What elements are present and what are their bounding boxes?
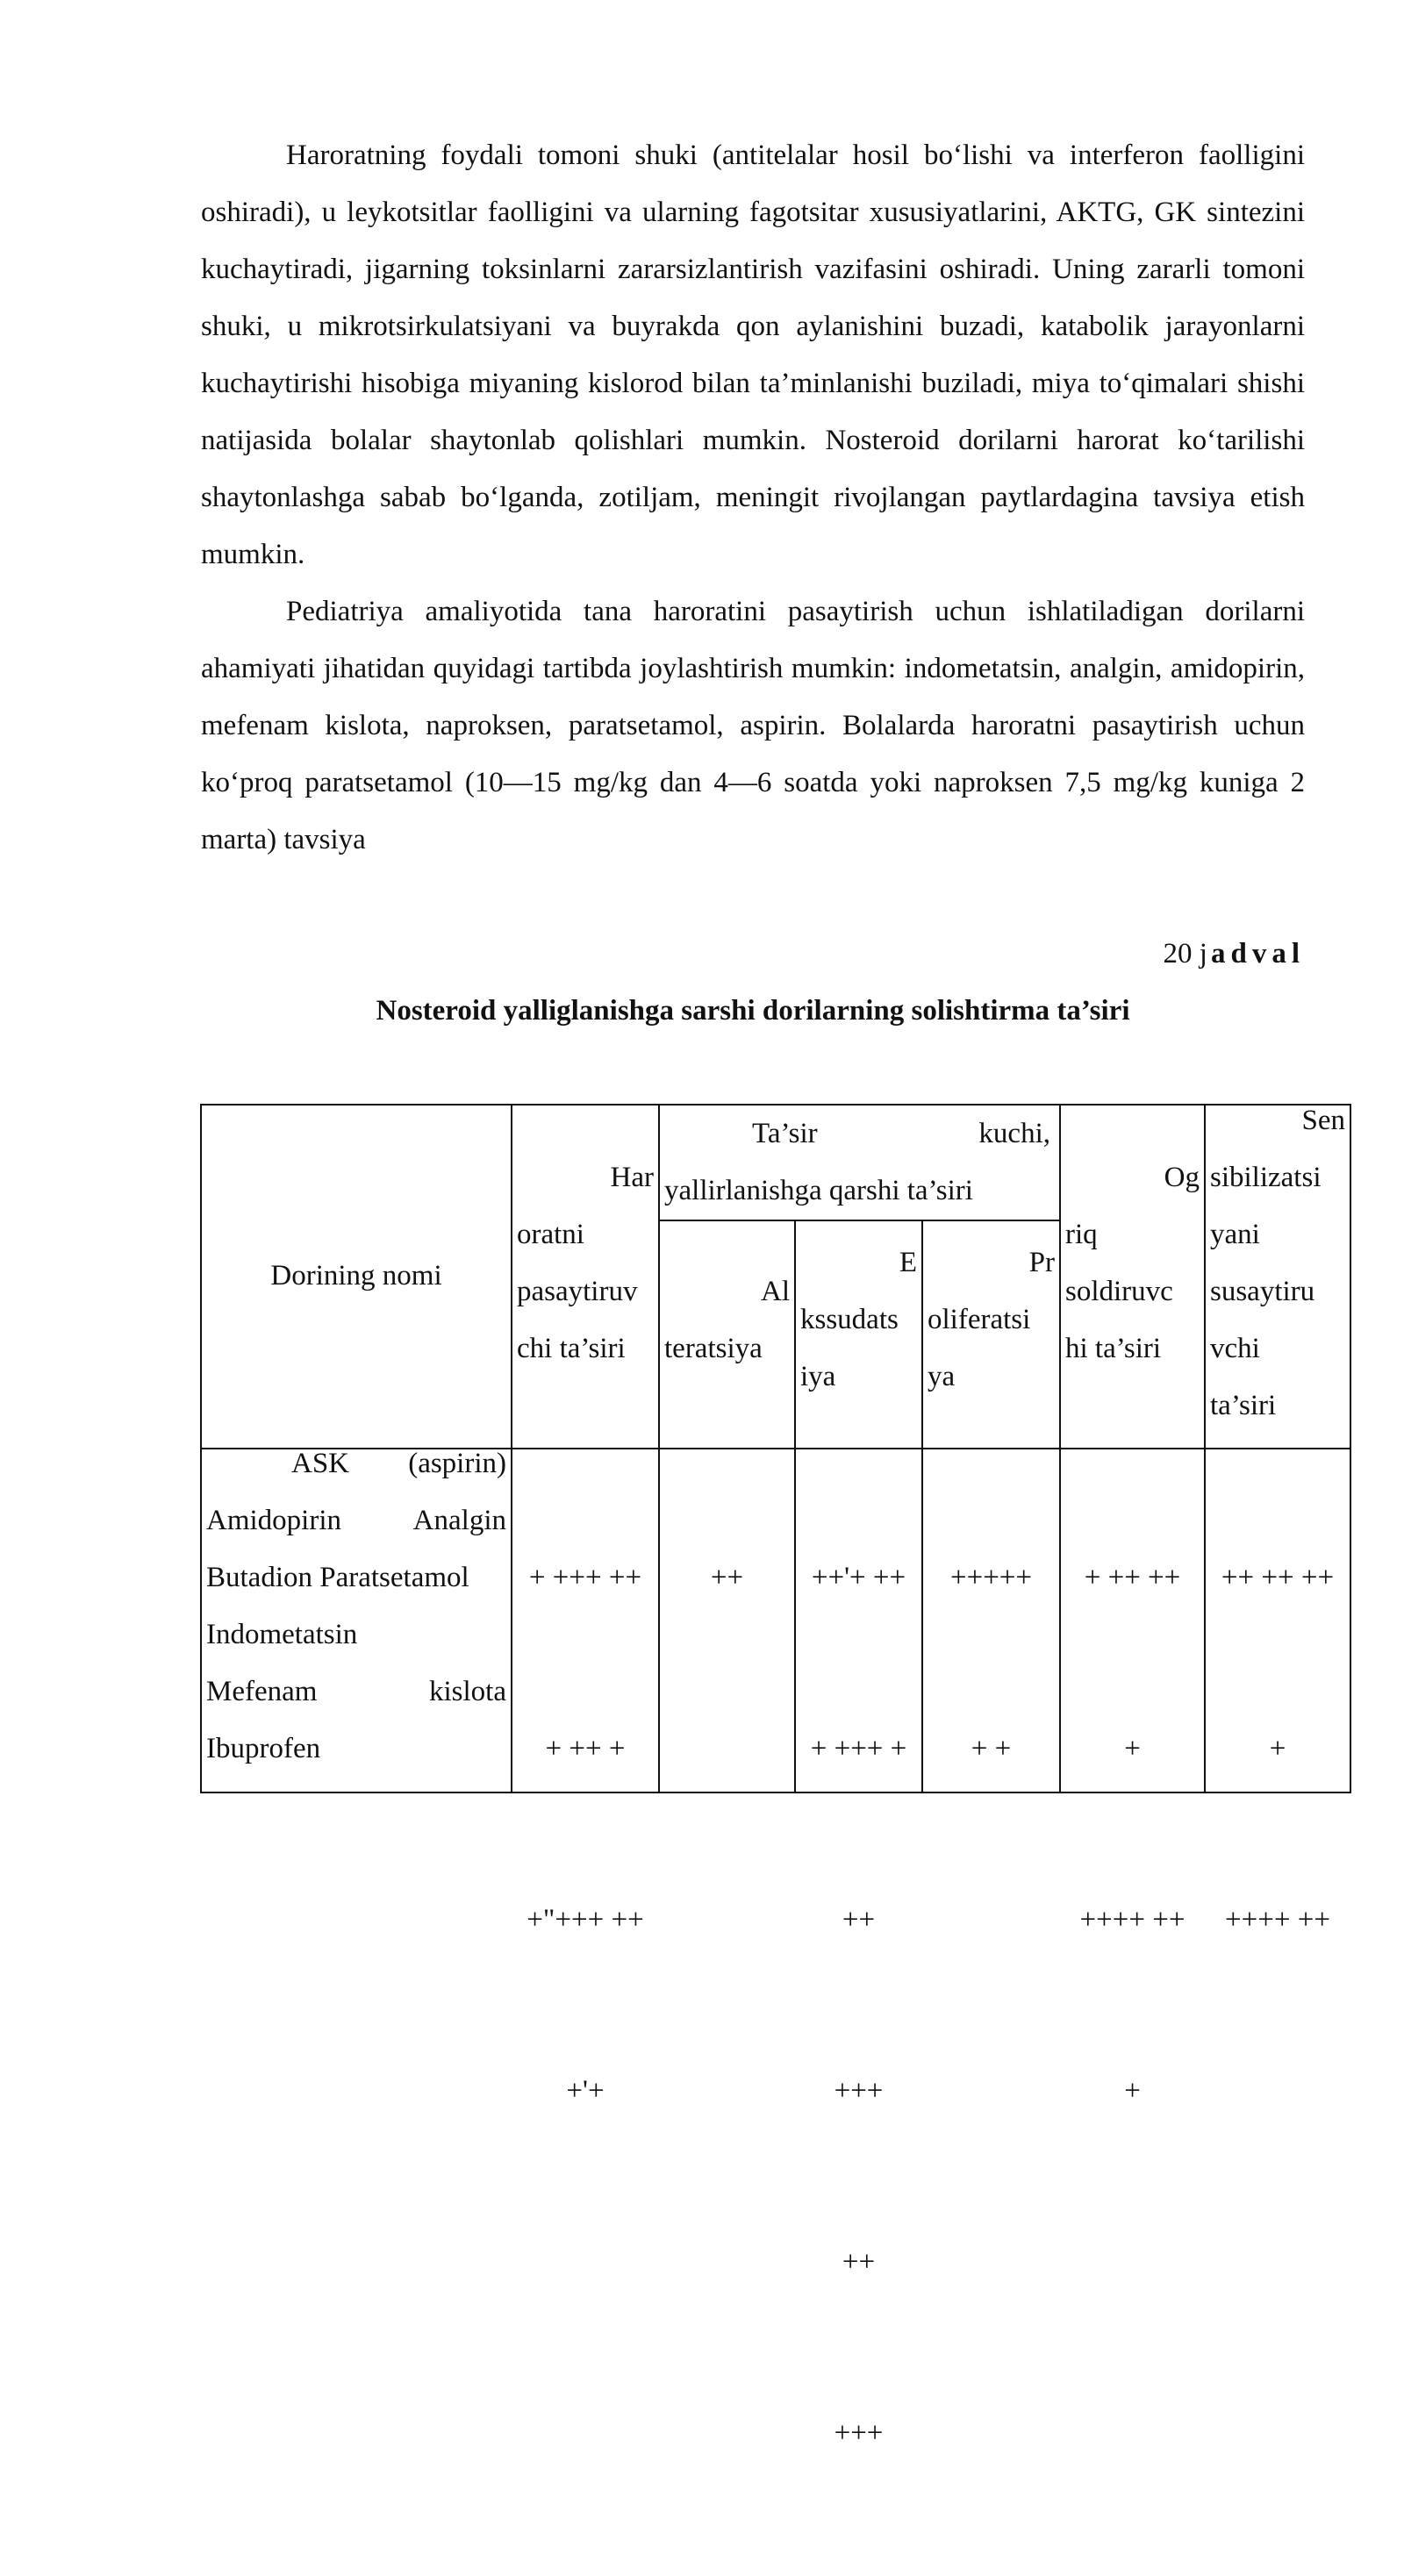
paragraph: Haroratning foydali tomoni shuki (antitelalar hosil bo‘lishi va interferon faolligini oshiradi), u leykotsitlar faolligini va ularning fagotsitar xususiyatlarini, AKTG, GK sintezini kuchaytiradi, jigarning toksinlarni zararsizlantirish vazifasini oshiradi. Uning zararli tomoni shuki, u mikrotsirkulatsiyani va buyrakda qon aylanishini buzadi, katabolik jarayonlarni kuchaytirishi hisobiga miyaning kislorod bilan ta’minlanishi buziladi, miya to‘qimalari shishi natijasida bolalar shaytonlab qolishlari mumkin. Nosteroid dorilarni harorat ko‘tarilishi shaytonlashga sabab bo‘lganda, zotiljam, meningit rivojlangan paytlardagina tavsiya etish mumkin. (201, 140, 1305, 570)
value-line: ++ (710, 1562, 744, 1593)
drug-line: Indometatsin (206, 1619, 358, 1650)
temperature-values-cell (512, 1435, 658, 2234)
drug-line: Amidopirin Analgin (206, 1505, 506, 1536)
header-drug-name: Dorining nomi (270, 1260, 442, 1292)
value-line: +++++ (949, 1562, 1033, 1593)
value-line: ++ (842, 2246, 876, 2278)
header-exudation: E kssudats iya (800, 1247, 917, 1392)
value-line: +"+++ ++ (526, 1904, 644, 1936)
value-line: +++ (834, 2417, 884, 2449)
drug-line: ASK (aspirin) (291, 1448, 506, 1479)
header-desensitizing: Sen sibilizatsi yani susaytiru vchi ta’siri (1210, 1105, 1345, 1421)
drug-line: Mefenam kislota (206, 1676, 506, 1707)
value-line: + ++ + (545, 1733, 626, 1764)
value-line: ++'+ ++ (811, 1562, 906, 1593)
value-line: + (1124, 1733, 1141, 1764)
value-line: + + (971, 1733, 1012, 1764)
value-line: + ++ ++ (1084, 1562, 1181, 1593)
table-number-prefix: 20 j (1163, 938, 1207, 970)
proliferation-values-cell (923, 1435, 1059, 1892)
row-divider (658, 1220, 1059, 1221)
value-line: +++ (834, 2075, 884, 2107)
drug-names-cell (202, 1435, 511, 1778)
analgesic-values-cell (1061, 1435, 1204, 2234)
table-number-word: adval (1210, 938, 1305, 970)
value-line: + +++ + (810, 1733, 907, 1764)
header-analgesic: Og riq soldiruvc hi ta’siri (1065, 1162, 1200, 1364)
value-line: +'+ (566, 2075, 605, 2107)
header-alteration: Al teratsiya (664, 1276, 790, 1364)
table-number (1164, 926, 1305, 983)
paragraph: Pediatriya amaliyotida tana haroratini pasaytirish uchun ishlatiladigan dorilarni ahamiyati jihatidan quyidagi tartibda joylashtirish mumkin: indometatsin, analgin, amidopirin, mefenam kislota, naproksen, paratsetamol, aspirin. Bolalarda haroratni pasaytirish uchun ko‘proq paratsetamol (10—15 mg/kg dan 4—6 soatda yoki naproksen 7,5 mg/kg kuniga 2 marta) tavsiya (201, 596, 1305, 855)
table-title: Nosteroid yalliglanishga sarshi dorilarning solishtirma ta’siri (376, 995, 1130, 1027)
drug-line: Butadion Paratsetamol (206, 1562, 469, 1593)
alteration-values-cell (660, 1435, 794, 1721)
value-line: ++++ ++ (1079, 1904, 1186, 1936)
exudation-values-cell (796, 1435, 921, 2576)
desensitizing-values-cell (1206, 1435, 1350, 2063)
header-proliferation: Pr oliferatsi ya (928, 1247, 1055, 1392)
value-line: + +++ ++ (528, 1562, 642, 1593)
value-line: + (1269, 1733, 1286, 1764)
value-line: ++++ ++ (1225, 1904, 1330, 1936)
comparison-table (200, 1104, 1351, 2449)
header-effect-group: Ta’sir kuchi, yallirlanishga qarshi ta’siri (664, 1118, 1050, 1206)
body-text (201, 127, 1305, 869)
value-line: ++ (842, 1904, 876, 1936)
drug-line: Ibuprofen (206, 1733, 321, 1764)
value-line: + (1124, 2075, 1141, 2107)
header-temperature: Har oratni pasaytiruv chi ta’siri (517, 1162, 654, 1364)
value-line: ++ ++ ++ (1221, 1562, 1335, 1593)
